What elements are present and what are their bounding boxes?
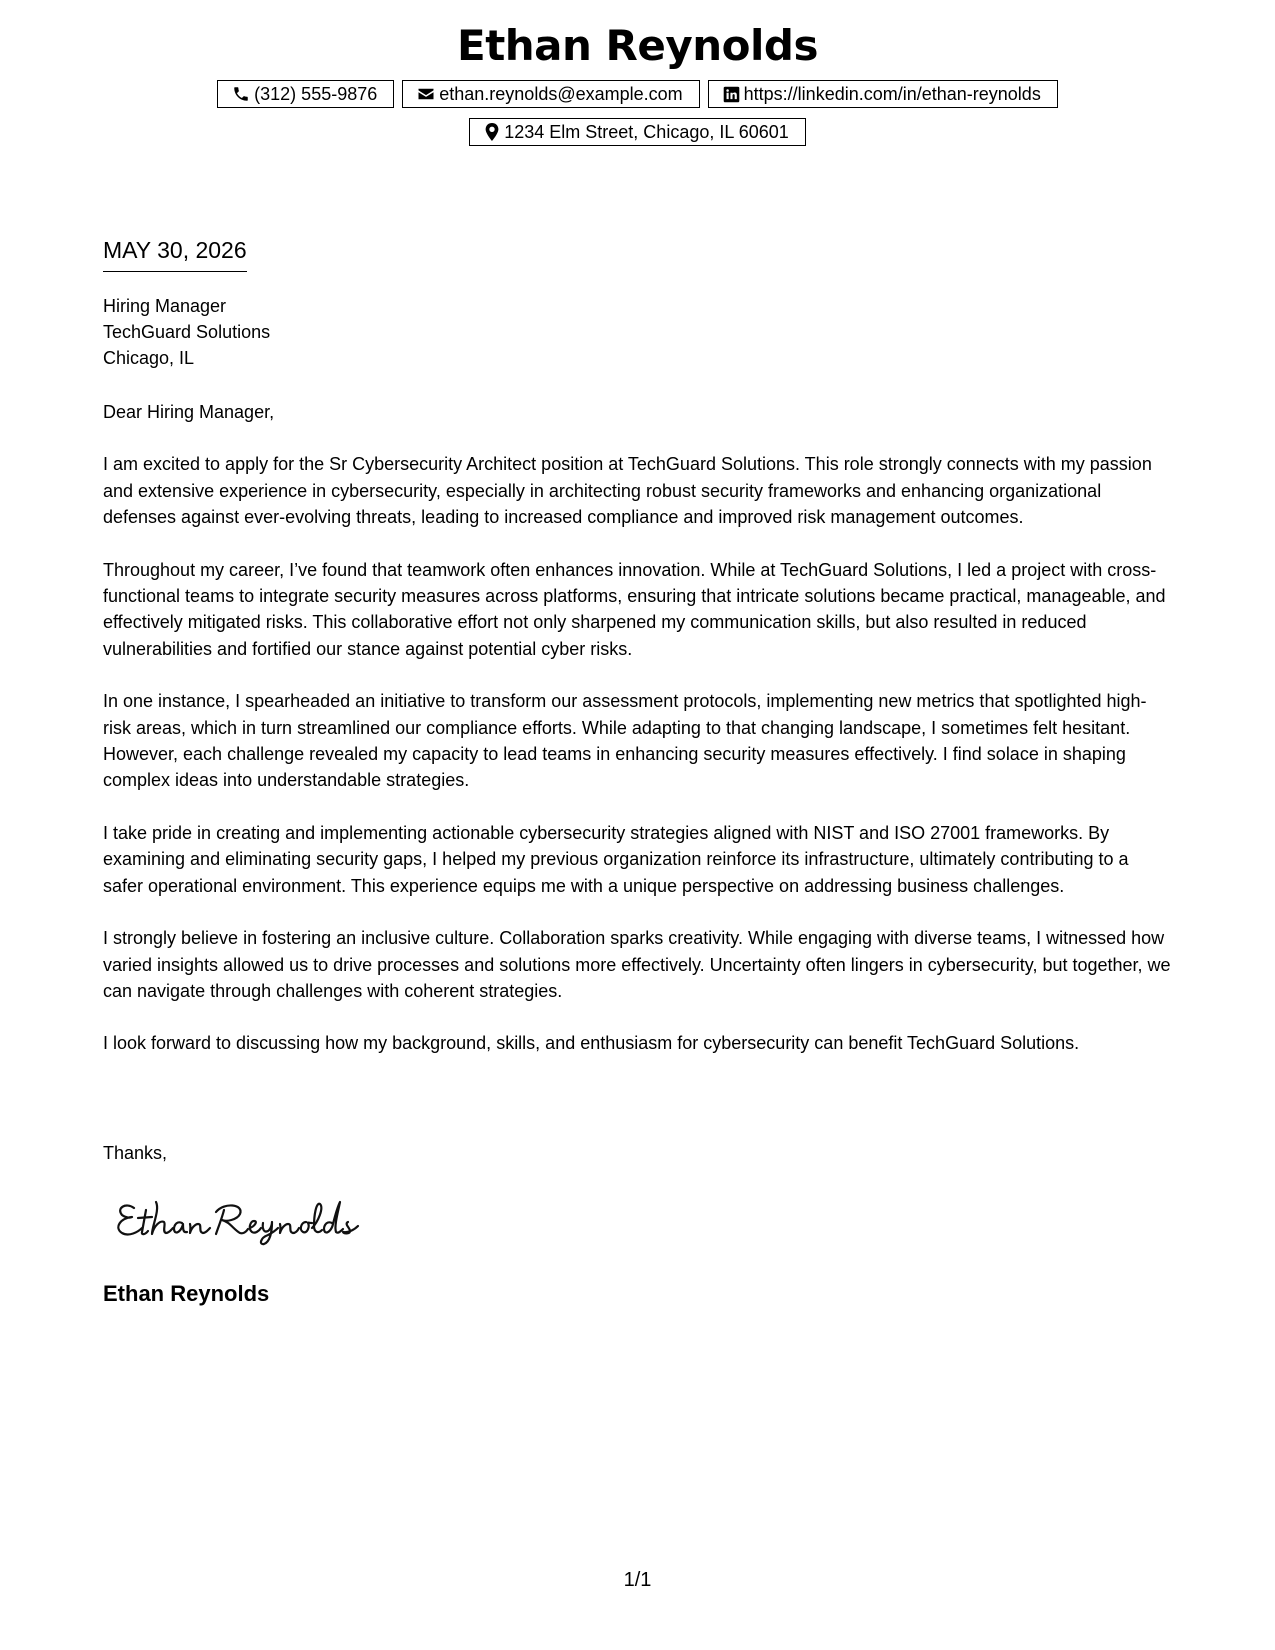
phone-icon [232, 85, 250, 103]
map-marker-icon [484, 123, 500, 141]
signer-name: Ethan Reynolds [103, 1281, 270, 1306]
address-text: 1234 Elm Street, Chicago, IL 60601 [504, 121, 789, 142]
envelope-icon [417, 85, 435, 103]
recipient-location: Chicago, IL [103, 348, 195, 368]
email-text: ethan.reynolds@example.com [439, 83, 683, 104]
letter-body [103, 399, 1171, 1083]
phone-text: (312) 555-9876 [254, 83, 378, 104]
recipient-title: Hiring Manager [103, 296, 227, 316]
linkedin-text: https://linkedin.com/in/ethan-reynolds [743, 83, 1041, 104]
recipient-company: TechGuard Solutions [103, 322, 271, 342]
body-paragraph: I look forward to discussing how my background, skills, and enthusiasm for cybersecurity can benefit TechGuard Solutions. [103, 1033, 1080, 1054]
email-contact[interactable] [402, 80, 699, 108]
body-paragraph: I take pride in creating and implementing actionable cybersecurity strategies aligned with NIST and ISO 27001 frameworks. By examining and eliminating security gaps, I helped my previous organization reinforce its infrastructure, ultimately contributing to a safer operational environment. This experience equips me with a unique perspective on addressing business challenges. [103, 822, 1129, 896]
linkedin-icon [723, 86, 740, 103]
body-paragraph: I strongly believe in fostering an inclusive culture. Collaboration sparks creativity. While engaging with diverse teams, I witnessed how varied insights allowed us to drive processes and solutions more effectively. Uncertainty often lingers in cybersecurity, but together, we can navigate through challenges with coherent strategies. [103, 928, 1171, 1001]
salutation: Dear Hiring Manager, [103, 402, 275, 422]
contact-row [0, 80, 1275, 108]
body-paragraph: Throughout my career, I’ve found that teamwork often enhances innovation. While at TechGuard Solutions, I led a project with cross-functional teams to integrate security measures across platforms, ensuring that intricate solutions became practical, manageable, and effectively mitigated risks. This collaborative effort not only sharpened my communication skills, but also resulted in reduced vulnerabilities and fortified our stance against potential cyber risks. [103, 559, 1166, 659]
body-paragraph: I am excited to apply for the Sr Cybersecurity Architect position at TechGuard Solutions. This role strongly connects with my passion and extensive experience in cybersecurity, especially in architecting robust security frameworks and enhancing organizational defenses against ever-evolving threats, leading to increased compliance and improved risk management outcomes. [103, 454, 1152, 528]
linkedin-contact[interactable] [708, 80, 1058, 108]
letter-date: MAY 30, 2026 [103, 233, 247, 272]
candidate-name: Ethan Reynolds [457, 21, 818, 70]
body-paragraph: In one instance, I spearheaded an initiative to transform our assessment protocols, implementing new metrics that spotlighted high-risk areas, which in turn streamlined our compliance efforts. While adapting to that changing landscape, I sometimes felt hesitant. However, each challenge revealed my capacity to lead teams in enhancing security measures effectively. I find solace in shaping complex ideas into understandable strategies. [103, 691, 1147, 791]
phone-contact[interactable] [217, 80, 394, 108]
address-contact[interactable] [469, 118, 806, 146]
recipient-block [103, 293, 270, 371]
page-indicator: 1/1 [623, 1569, 652, 1591]
closing: Thanks, [103, 1143, 168, 1163]
handwritten-signature [112, 1188, 362, 1248]
address-row [0, 118, 1275, 146]
